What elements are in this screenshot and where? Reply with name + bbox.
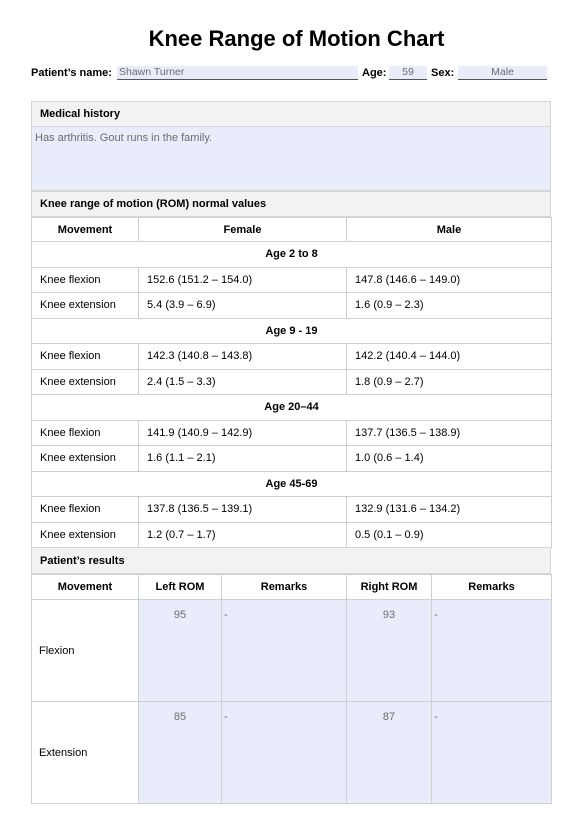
table-row — [32, 497, 552, 523]
female-value-cell: 2.4 (1.5 – 3.3) — [139, 369, 347, 395]
age-group-label: Age 45-69 — [32, 471, 552, 497]
column-header: Left ROM — [139, 575, 222, 600]
table-row — [32, 600, 552, 702]
patient-name-label: Patient’s name: — [31, 67, 112, 79]
female-value-cell: 5.4 (3.9 – 6.9) — [139, 293, 347, 319]
movement-cell: Knee flexion — [32, 344, 139, 370]
movement-cell: Knee flexion — [32, 497, 139, 523]
female-value-cell: 1.2 (0.7 – 1.7) — [139, 522, 347, 548]
sex-field[interactable]: Male — [458, 66, 547, 80]
movement-cell: Knee extension — [32, 369, 139, 395]
male-value-cell: 132.9 (131.6 – 134.2) — [347, 497, 552, 523]
table-row — [32, 293, 552, 319]
column-header: Male — [347, 218, 552, 242]
table-row — [32, 267, 552, 293]
column-header: Remarks — [432, 575, 552, 600]
movement-cell: Knee flexion — [32, 267, 139, 293]
female-value-cell: 137.8 (136.5 – 139.1) — [139, 497, 347, 523]
left-rom-field[interactable]: 95 — [139, 600, 222, 702]
page-title: Knee Range of Motion Chart — [148, 26, 445, 51]
male-value-cell: 147.8 (146.6 – 149.0) — [347, 267, 552, 293]
movement-cell: Knee flexion — [32, 420, 139, 446]
age-group-label: Age 2 to 8 — [32, 242, 552, 268]
column-header: Movement — [32, 218, 139, 242]
right-remarks-field[interactable]: - — [432, 600, 552, 702]
sex-label: Sex: — [431, 67, 455, 79]
right-rom-field[interactable]: 87 — [347, 702, 432, 804]
patient-info-row — [31, 66, 551, 82]
age-field[interactable]: 59 — [389, 66, 427, 80]
age-group-label: Age 20–44 — [32, 395, 552, 421]
table-row — [32, 522, 552, 548]
left-rom-field[interactable]: 85 — [139, 702, 222, 804]
table-row — [32, 420, 552, 446]
male-value-cell: 142.2 (140.4 – 144.0) — [347, 344, 552, 370]
normal-values-heading: Knee range of motion (ROM) normal values — [31, 191, 551, 217]
age-group-row — [32, 318, 552, 344]
movement-cell: Extension — [32, 702, 139, 804]
table-row — [32, 702, 552, 804]
column-header: Movement — [32, 575, 139, 600]
column-header: Remarks — [222, 575, 347, 600]
movement-cell: Knee extension — [32, 293, 139, 319]
movement-cell: Knee extension — [32, 446, 139, 472]
patient-results-table — [31, 574, 552, 804]
right-remarks-field[interactable]: - — [432, 702, 552, 804]
male-value-cell: 137.7 (136.5 – 138.9) — [347, 420, 552, 446]
male-value-cell: 1.0 (0.6 – 1.4) — [347, 446, 552, 472]
right-rom-field[interactable]: 93 — [347, 600, 432, 702]
female-value-cell: 1.6 (1.1 – 2.1) — [139, 446, 347, 472]
age-group-label: Age 9 - 19 — [32, 318, 552, 344]
male-value-cell: 1.8 (0.9 – 2.7) — [347, 369, 552, 395]
movement-cell: Flexion — [32, 600, 139, 702]
age-group-row — [32, 471, 552, 497]
medical-history-heading: Medical history — [31, 101, 551, 127]
patient-results-heading: Patient’s results — [31, 547, 551, 574]
male-value-cell: 0.5 (0.1 – 0.9) — [347, 522, 552, 548]
table-row — [32, 344, 552, 370]
movement-cell: Knee extension — [32, 522, 139, 548]
female-value-cell: 142.3 (140.8 – 143.8) — [139, 344, 347, 370]
age-label: Age: — [362, 67, 387, 79]
male-value-cell: 1.6 (0.9 – 2.3) — [347, 293, 552, 319]
table-header-row — [32, 575, 552, 600]
table-header-row — [32, 218, 552, 242]
column-header: Right ROM — [347, 575, 432, 600]
left-remarks-field[interactable]: - — [222, 702, 347, 804]
medical-history-field[interactable]: Has arthritis. Gout runs in the family. — [31, 127, 551, 191]
left-remarks-field[interactable]: - — [222, 600, 347, 702]
age-group-row — [32, 242, 552, 268]
table-row — [32, 369, 552, 395]
table-row — [32, 446, 552, 472]
patient-name-field[interactable]: Shawn Turner — [117, 66, 358, 80]
normal-values-table — [31, 217, 552, 548]
age-group-row — [32, 395, 552, 421]
female-value-cell: 152.6 (151.2 – 154.0) — [139, 267, 347, 293]
column-header: Female — [139, 218, 347, 242]
female-value-cell: 141.9 (140.9 – 142.9) — [139, 420, 347, 446]
